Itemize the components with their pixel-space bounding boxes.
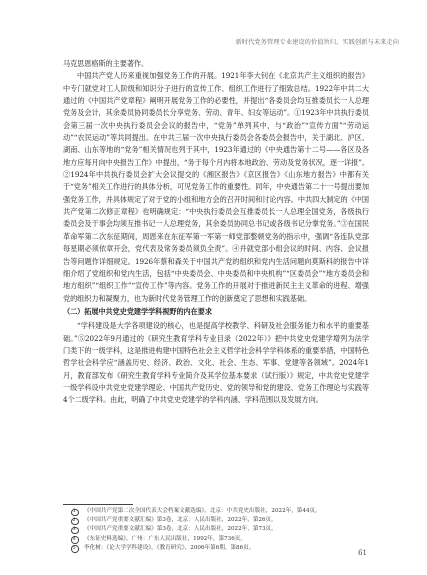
section-heading: （二）拓展中共党史党建学学科视野的内在要求 <box>63 306 212 316</box>
footnote <box>63 544 369 553</box>
footnote <box>63 525 369 534</box>
footnote-text: 《中国共产党第二次全国代表大会档案文献选编》，北京：中共党史出版社，2022年，第44页。 <box>84 508 321 514</box>
footnote-marker: 4 <box>71 535 81 544</box>
paragraph: 中国共产党人历来重视加强党务工作的开展。1921年李大钊在《北京共产主义组织的报告》中专门就党对工人阶级和知识分子进行的宣传工作、组织工作进行了细致总结。1922年中共二大通过的《中国共产党章程》阐明开展党务工作的必要性，并提出“各委员会均互推委员长一人总理党务及会计，其余委员协同委员长分享党务、劳动、青年、妇女等运动”。①1923年中共执行委员会第三届一次中央执行委员会会议的报告中，“党务”单列其中，与“政治”“宣传方面”“劳动运动”“农民运动”等共同提出。在中共三届一次中央执行委员会各委员会报告中，关于湖北、沪区、湖南、山东等地的“党务”相关情况也列于其中，1923年通过的《中央通告第十二号——各区及各地方应每月向中央报告工作》中提出，“务于每个月内将本地政治、劳动及党务状况，逐一详报”。②1924年中共执行委员会扩大会议提交的《湘区报告》《京区报告》《山东地方报告》中都有关于“党务”相关工作进行的具体分析，可见党务工作的重要性。同年，中央通告第二十一号提出要加强党务工作，并具体规定了对于党的小组和地方会的召开时间和讨论内容。中共四大制定的《中国共产党第二次修正章程》也明确规定：“中央执行委员会互推委员长一人总理全国党务，各级执行委员会及干事会均须互推书记一人总理党务，其余委员协同总书记或各级书记分掌党务。”③在国民革命军第二次东征期间，周恩来在东征军第一军第一师党部整顿党务的指示中，强调“各连队党部每星期必须依章开会，党代表及常务委员须负全责”。④并就党部小组会议的时间、内容、会议报告等问题作详细规定。1926年蔡和森关于中国共产党的组织和党内生活问题向莫斯科的报告中详细介绍了党组织和党内生活，包括“中央委员会、中央委员和中央机构”“区委员会”“地方委员会和地方组织”“组织工作”“宣传工作”等内容。党务工作的开展对于推进新民主主义革命的进程、增强党的组织力和凝聚力，也为新时代党务管理工作的创新奠定了思想和实践基础。 <box>63 71 369 303</box>
footnote-text: 《中国共产党重要文献汇编》第3卷，北京：人民出版社，2022年，第73页。 <box>84 526 277 533</box>
footnote-marker: 3 <box>71 525 81 534</box>
footnote-text: 李化树：《论大学学科建设》，《教育研究》，2006年第6期，第86页。 <box>84 544 255 551</box>
footnote-marker: 1 <box>71 507 81 516</box>
paragraph: “学科建设是大学各项建设的核心，也是提高学校教学、科研及社会服务能力和水平的重要基础。”⑤2022年9月通过的《研究生教育学科专业目录（2022年）》把中共党史党建学增列为法学门类下的一级学科，这是推进构建中国特色社会主义哲学社会科学学科体系的重要举措，中国特色哲学社会科学应“涵盖历史、经济、政治、文化、社会、生态、军事、党建等各领域”。2024年1月，教育部发布《研究生教育学科专业简介及其学位基本要求（试行版）》规定，中共党史党建学一级学科设中共党史党建学理论、中国共产党历史、党的领导和党的建设、党务工作理论与实践等4个二级学科。由此，明确了中共党史党建学的学科内涵、学科范围以及发展方向。 <box>63 321 369 405</box>
paragraph: 马克思恩格斯的主要著作。 <box>63 59 149 68</box>
footnotes <box>63 507 369 553</box>
footnote <box>63 507 369 516</box>
body-text <box>63 58 369 407</box>
footnote-marker: 2 <box>71 516 81 525</box>
footnote <box>63 535 369 544</box>
footnote-text: 《东征史料选编》，广州：广东人民出版社，1992年，第736页。 <box>84 535 246 542</box>
footnote-divider <box>63 504 133 505</box>
footnote <box>63 516 369 525</box>
footnote-text: 《中国共产党重要文献汇编》第3卷，北京：人民出版社，2022年，第26页。 <box>84 517 277 524</box>
footnote-marker: 5 <box>71 544 81 553</box>
running-header: 新时代党务管理专业建设的价值旨归、实践创新与未来走向 <box>235 39 399 46</box>
page-number: 61 <box>358 549 367 557</box>
